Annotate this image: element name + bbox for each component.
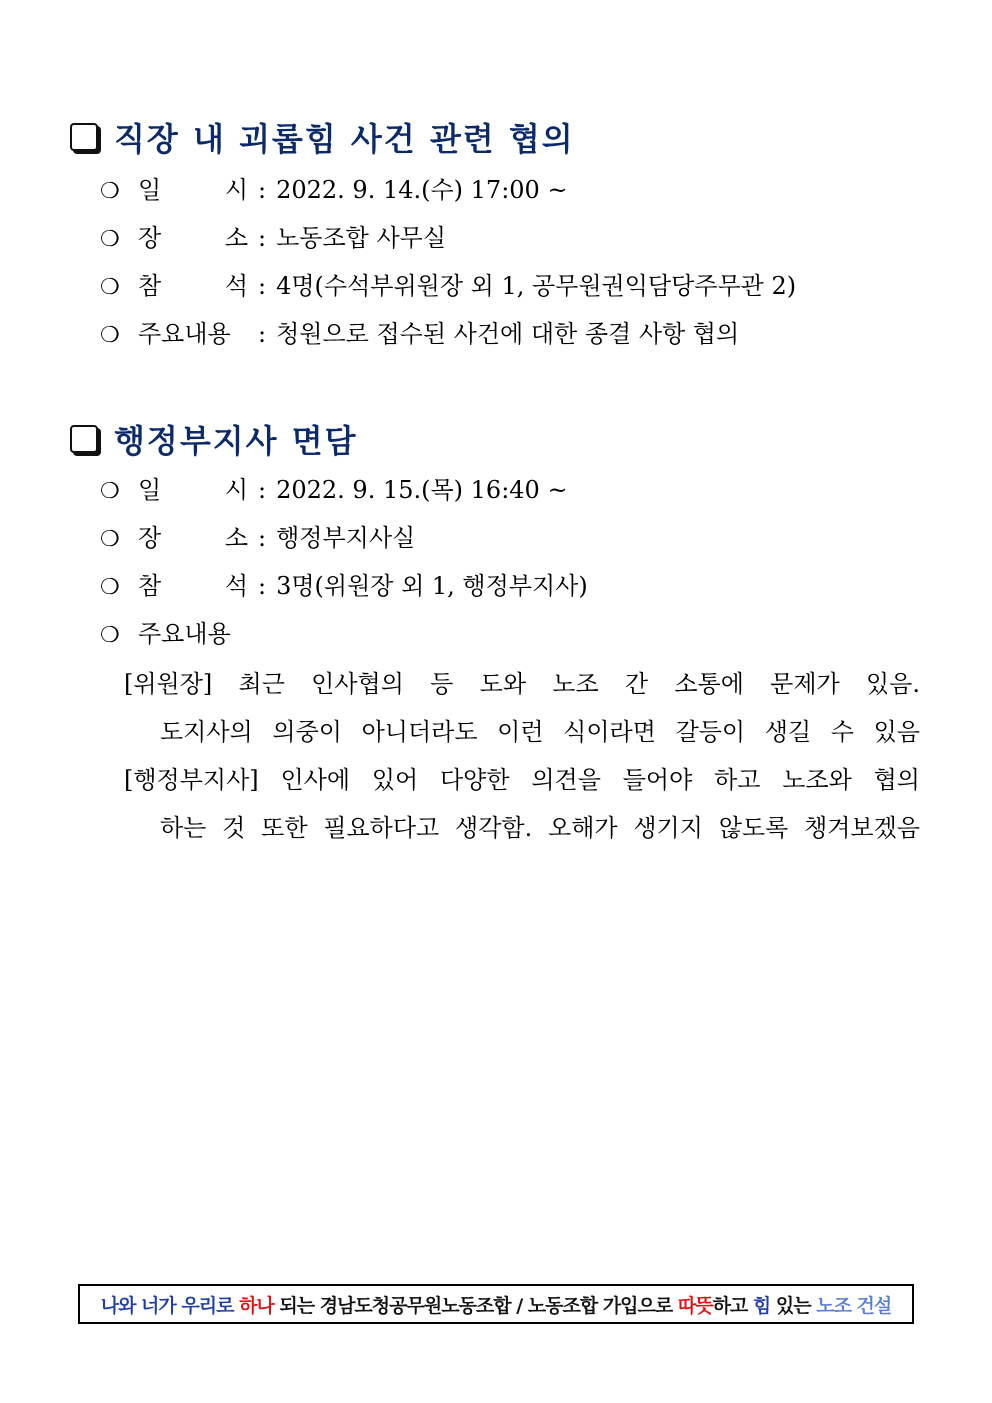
circle-bullet-icon: ❍: [100, 179, 120, 204]
row-colon: :: [258, 320, 267, 348]
minutes-paragraph: [위원장] 최근 인사협의 등 도와 노조 간 소통에 문제가 있음.: [124, 670, 920, 698]
s1-row-content: [100, 318, 739, 352]
row-value: 4명(수석부위원장 외 1, 공무원권익담당주무관 2): [276, 272, 797, 300]
s1-row-datetime: [100, 174, 568, 208]
row-label: 장 소: [138, 524, 248, 552]
row-label: 참 석: [138, 572, 248, 600]
row-colon: :: [258, 572, 267, 600]
row-label: 일 시: [138, 476, 248, 504]
slogan-part: 되는 경남도청공무원노동조합 / 노동조합 가입으로: [273, 1294, 678, 1317]
slogan-part: 하나: [239, 1294, 274, 1317]
section-2-title: 행정부지사 면담: [114, 422, 358, 460]
s1-row-attendees: [100, 270, 796, 304]
checkbox-square-icon: [70, 425, 98, 453]
section-1-heading: [70, 114, 575, 160]
circle-bullet-icon: ❍: [100, 227, 120, 252]
slogan-part: 있는: [770, 1294, 817, 1317]
row-value: 노동조합 사무실: [276, 224, 447, 252]
checkbox-square-icon: [70, 123, 98, 151]
circle-bullet-icon: ❍: [100, 323, 120, 348]
row-label: 일 시: [138, 176, 248, 204]
section-2-heading: [70, 416, 358, 462]
row-label: 참 석: [138, 272, 248, 300]
row-colon: :: [258, 176, 267, 204]
row-label: 주요내용: [138, 320, 231, 348]
minutes-paragraph: 도지사의 의중이 아니더라도 이런 식이라면 갈등이 생길 수 있음: [160, 718, 920, 746]
row-value: 2022. 9. 14.(수) 17:00 ~: [276, 176, 568, 204]
row-colon: :: [258, 224, 267, 252]
s2-row-attendees: [100, 570, 588, 604]
slogan-part: 하고: [712, 1294, 753, 1317]
row-value: 행정부지사실: [276, 524, 416, 552]
row-colon: :: [258, 272, 267, 300]
slogan-part: 따뜻: [677, 1294, 713, 1317]
row-value: 청원으로 접수된 사건에 대한 종결 사항 협의: [276, 320, 740, 348]
minutes-paragraph: 하는 것 또한 필요하다고 생각함. 오해가 생기지 않도록 챙겨보겠음: [160, 814, 920, 842]
row-label: 장 소: [138, 224, 248, 252]
footer-slogan-box: [78, 1284, 914, 1324]
s2-row-content: [100, 618, 231, 652]
row-value: 2022. 9. 15.(목) 16:40 ~: [276, 476, 568, 504]
circle-bullet-icon: ❍: [100, 479, 120, 504]
section-1-title: 직장 내 괴롭힘 사건 관련 협의: [114, 120, 575, 158]
slogan-part: 힘: [752, 1294, 771, 1317]
circle-bullet-icon: ❍: [100, 275, 120, 300]
slogan-part: 노조 건설: [816, 1294, 892, 1317]
circle-bullet-icon: ❍: [100, 527, 120, 552]
row-value: 3명(위원장 외 1, 행정부지사): [276, 572, 588, 600]
circle-bullet-icon: ❍: [100, 575, 120, 600]
circle-bullet-icon: ❍: [100, 623, 120, 648]
row-colon: :: [258, 476, 267, 504]
s1-row-place: [100, 222, 446, 256]
slogan-part: 나와 너가 우리로: [100, 1294, 240, 1317]
minutes-paragraph: [행정부지사] 인사에 있어 다양한 의견을 들어야 하고 노조와 협의: [124, 766, 920, 794]
row-label: 주요내용: [138, 620, 231, 648]
s2-row-datetime: [100, 474, 568, 508]
row-colon: :: [258, 524, 267, 552]
s2-row-place: [100, 522, 415, 556]
